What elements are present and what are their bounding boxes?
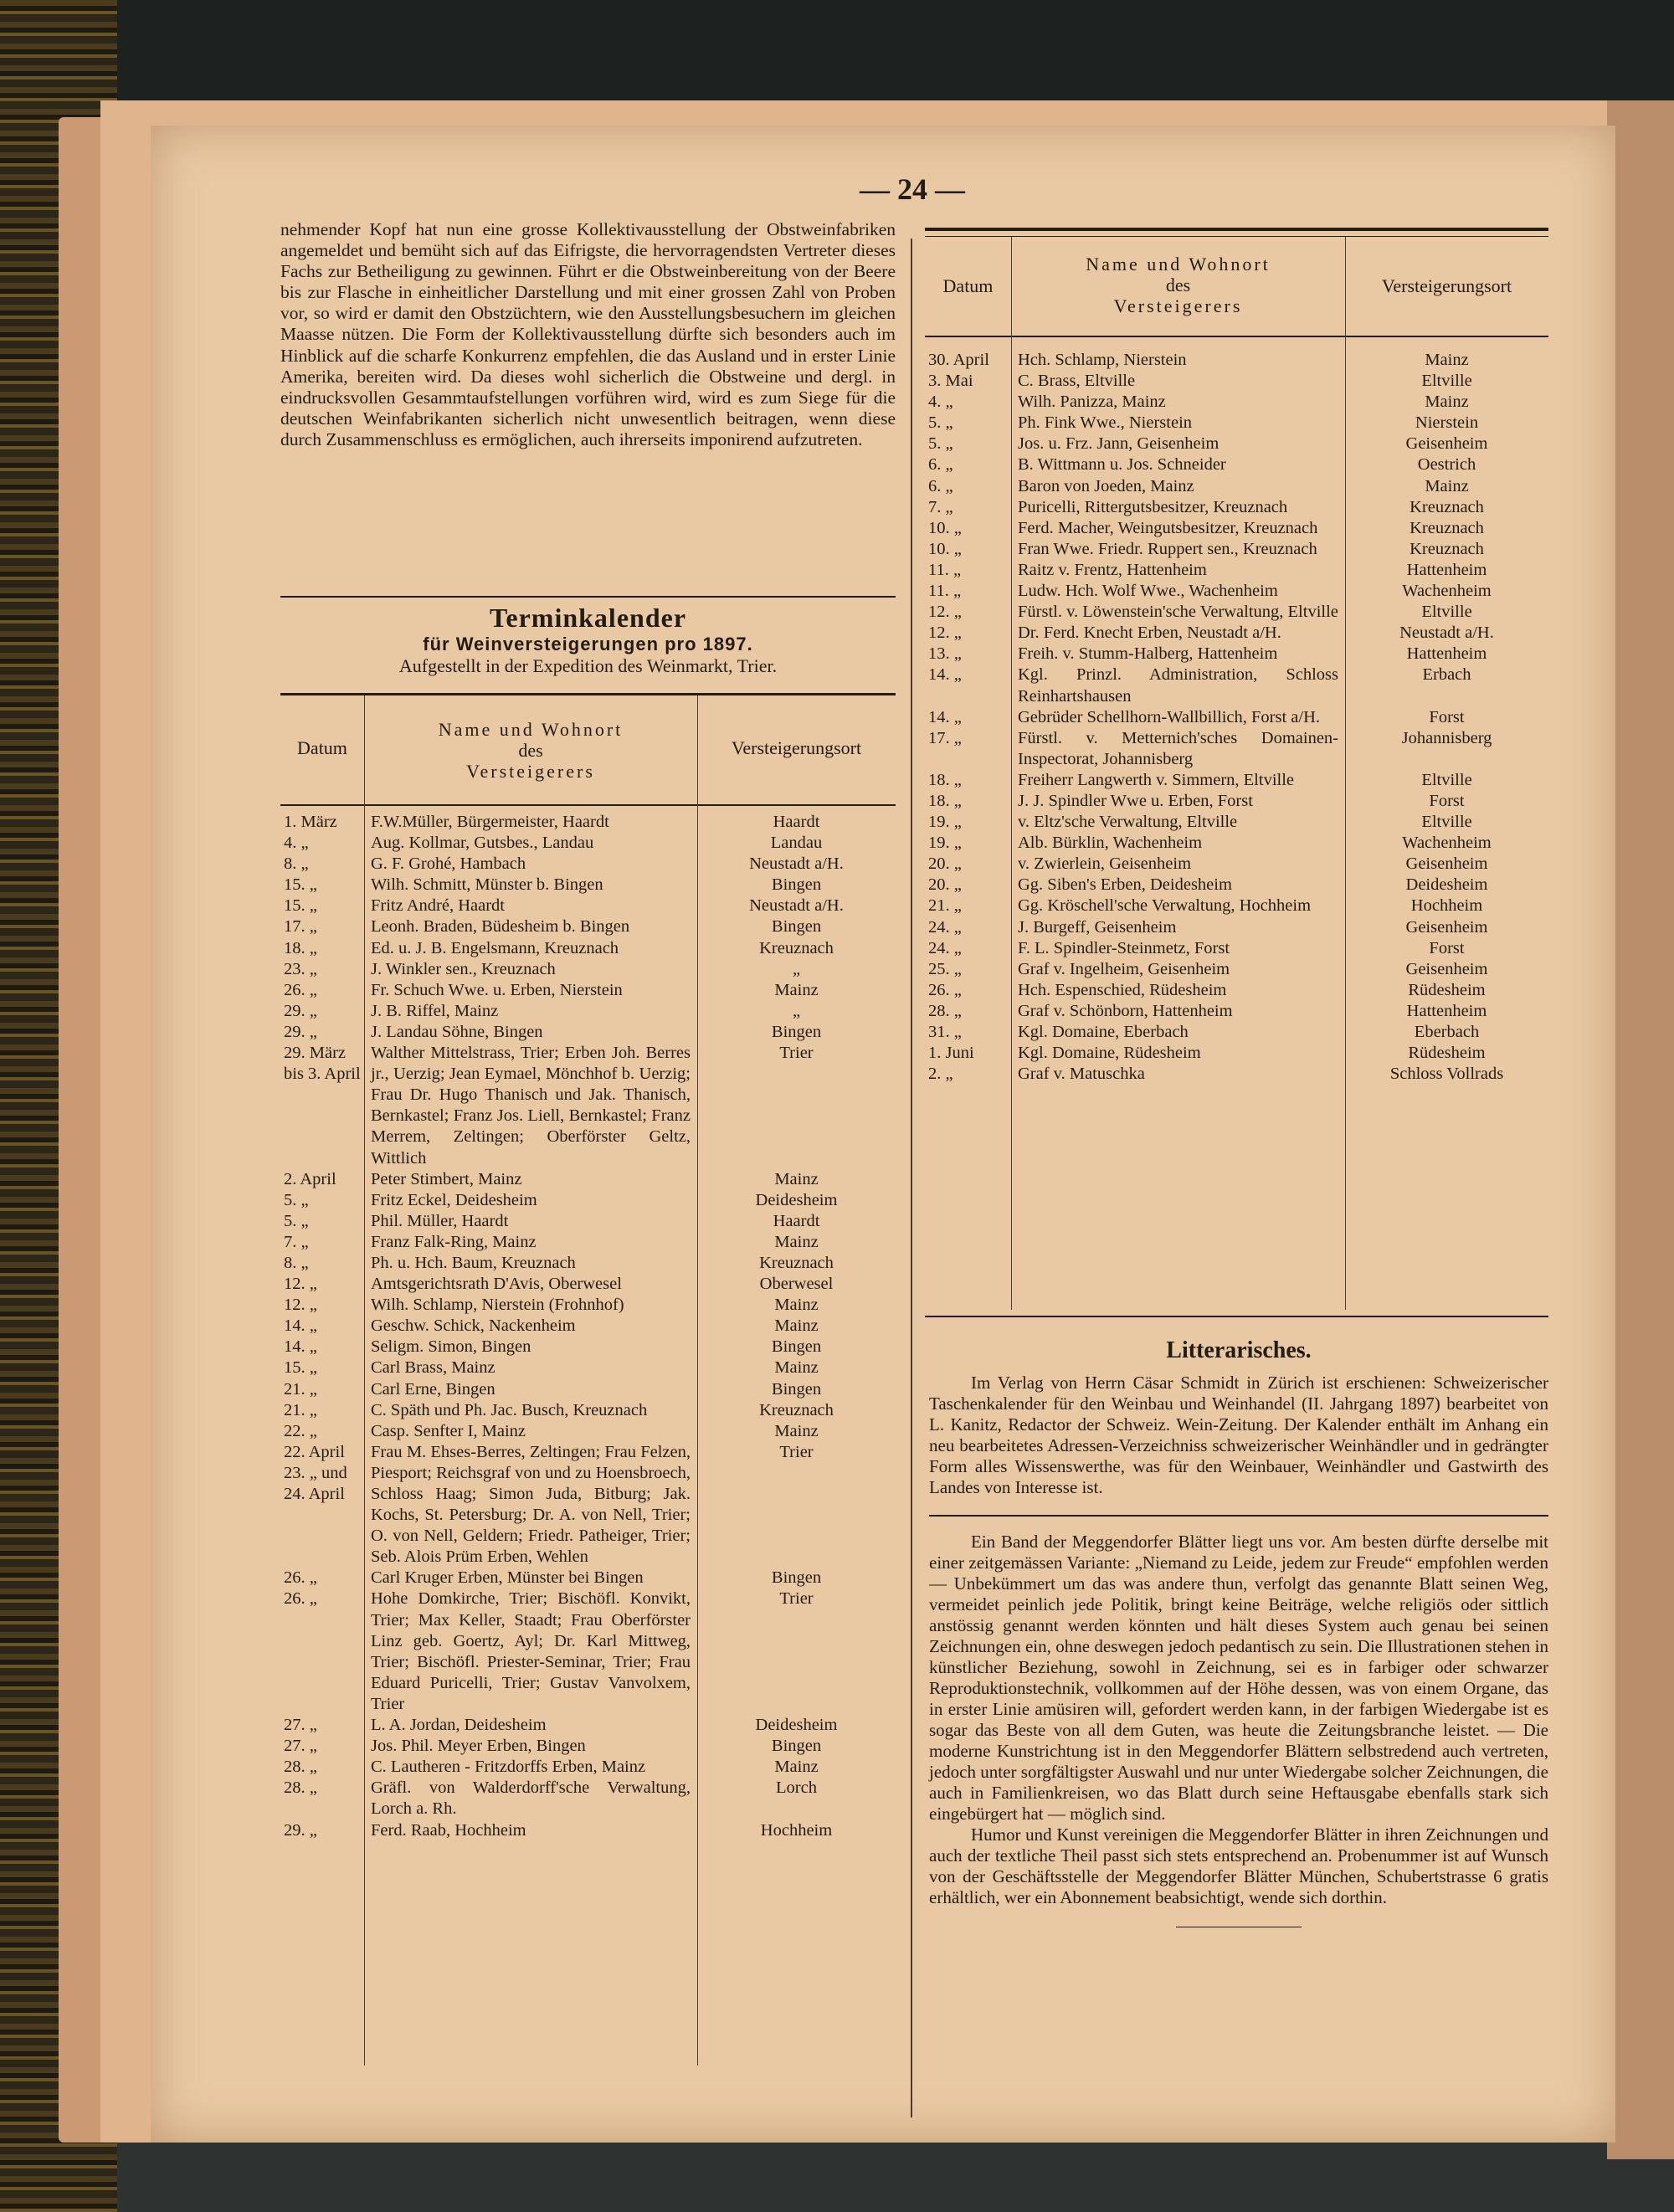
row-date: 13. „ [928,644,962,664]
right-table-header [925,236,1548,337]
calendar-row [280,1295,896,1316]
header-name-1: Name und Wohnort [1086,254,1271,275]
row-place: Kreuznach [759,1400,834,1419]
row-place: Bingen [771,1022,822,1041]
row-place: Deidesheim [755,1190,838,1209]
calendar-row [925,1001,1548,1022]
calendar-row [925,1043,1548,1064]
calendar-row [280,1778,896,1819]
row-place: Neustadt a/H. [1399,624,1494,643]
row-date: 1. Juni [928,1044,974,1063]
row-name: Carl Kruger Erben, Münster bei Bingen [371,1568,644,1588]
calendar-heading [280,603,896,677]
row-date: 27. „ [284,1737,317,1756]
row-place: Haardt [773,1211,820,1230]
row-date: 15. „ [284,1358,317,1378]
literature-rule [929,1515,1548,1517]
row-place: Hochheim [1410,896,1483,916]
calendar-row [925,413,1548,434]
calendar-row [925,854,1548,875]
calendar-row [925,665,1548,706]
row-place: Mainz [1425,351,1469,369]
row-place: Schloss Vollrads [1389,1065,1504,1084]
row-place: Forst [1429,938,1465,957]
row-date: 20. „ [928,875,962,895]
row-name: Casp. Senfter I, Mainz [371,1421,526,1440]
calendar-row [280,959,896,980]
row-place: Eltville [1421,770,1472,789]
row-place: Mainz [774,980,819,999]
calendar-row [925,518,1548,539]
row-name: Kgl. Domaine, Rüdesheim [1018,1044,1201,1063]
row-date: 7. „ [284,1232,309,1251]
calendar-row [280,1757,896,1778]
calendar-row [280,875,896,896]
row-place: Hattenheim [1406,560,1487,579]
row-name: Freih. v. Stumm-Halberg, Hattenheim [1018,644,1278,664]
row-name: Jos. u. Frz. Jann, Geisenheim [1018,434,1220,454]
row-date: 14. „ [284,1316,317,1336]
row-date: 14. „ [284,1337,317,1357]
row-name: G. F. Grohé, Hambach [371,855,526,874]
row-name: C. Lautheren - Fritzdorffs Erben, Mainz [371,1758,646,1777]
row-place: Mainz [774,1169,819,1188]
calendar-row [280,1274,896,1295]
header-place: Versteigerungsort [731,737,862,758]
row-place: Forst [1429,707,1465,726]
calendar-row [925,959,1548,980]
row-date: 12. „ [928,603,962,622]
row-name: J. J. Spindler Wwe u. Erben, Forst [1018,791,1253,810]
row-date: 25. „ [928,959,962,978]
row-name: Ph. u. Hch. Baum, Kreuznach [371,1253,576,1272]
calendar-row [280,1253,896,1274]
row-date: 4. „ [284,834,309,853]
literature-paragraph-3: Humor und Kunst vereinigen die Meggendorfer Blätter in ihren Zeichnungen und auch der textliche Theil passt sich stets entsprechend an. Probenummer ist auf Wunsch von der Geschäftsstelle der Meggendorfer Blätter München, Schubertstrasse 6 gratis erhältlich, wer ein Abonnement beabsichtigt, wende sich dorthin. [929,1825,1548,1907]
row-place: Oberwesel [759,1275,834,1294]
row-name: F.W.Müller, Bürgermeister, Haardt [371,813,609,831]
row-date: 23. „ [284,959,317,978]
row-place: Geisenheim [1405,434,1488,454]
cover-top-edge [92,0,1674,100]
row-date: 3. Mai [928,372,973,391]
calendar-row [280,1736,896,1757]
row-place: Eltville [1421,372,1472,391]
calendar-row [280,1357,896,1378]
row-date: 24. „ [928,938,962,957]
header-place: Versteigerungsort [1381,275,1512,296]
row-date: 5. „ [284,1190,309,1209]
literature-section [929,1337,1548,1927]
header-name-2: des [518,740,543,761]
right-top-rule [925,228,1548,231]
row-name: Kgl. Prinzl. Administration, Schloss Reinhartshausen [1018,665,1338,706]
calendar-row [280,1588,896,1715]
row-place: „ [792,1001,801,1020]
row-name: C. Späth und Ph. Jac. Busch, Kreuznach [371,1400,648,1419]
row-place: „ [792,959,801,978]
row-place: Bingen [771,1337,822,1357]
row-name: Hch. Schlamp, Nierstein [1018,351,1187,369]
calendar-row [925,497,1548,518]
row-name: Ph. Fink Wwe., Nierstein [1018,413,1193,433]
row-date: 4. „ [928,393,953,412]
row-place: Landau [770,834,823,853]
row-date: 21. „ [284,1379,317,1399]
row-name: F. L. Spindler-Steinmetz, Forst [1018,938,1230,957]
row-place: Deidesheim [755,1716,838,1735]
calendar-row [280,1001,896,1022]
calendar-row [280,1211,896,1232]
row-date: 17. „ [284,917,317,937]
calendar-row [925,812,1548,833]
calendar-row [280,854,896,875]
row-name: Ed. u. J. B. Engelsmann, Kreuznach [371,938,619,957]
row-name: v. Eltz'sche Verwaltung, Eltville [1018,813,1238,832]
row-place: Kreuznach [1410,539,1484,558]
calendar-row [280,1043,896,1169]
literature-paragraph-1: Im Verlag von Herrn Cäsar Schmidt in Zürich ist erschienen: Schweizerischer Taschenkalender für den Weinbau und Weinhandel (II. Jahrgang 1897) bearbeitet von L. Kanitz, Redactor der Schweiz. Wein-Zeitung. Der Kalender enthält im Anhang ein neu bearbeitetes Adressen-Verzeichniss schweizerischer Weinhändler und in gedrängter Form alles Wissenswerthe, was für den Weinbauer, Weinhändler und Gastwirth des Landes von Interesse ist. [929,1373,1548,1497]
row-name: Graf v. Matuschka [1018,1065,1145,1084]
row-date: 15. „ [284,875,317,895]
row-name: J. Winkler sen., Kreuznach [371,959,556,978]
row-name: Peter Stimbert, Mainz [371,1169,522,1188]
row-date: 22. „ [284,1421,317,1440]
row-date: 30. April [928,351,989,369]
row-place: Geisenheim [1405,959,1488,978]
row-name: Kgl. Domaine, Eberbach [1018,1023,1189,1041]
calendar-row [925,371,1548,392]
row-place: Rüdesheim [1408,980,1486,999]
row-place: Haardt [773,813,820,831]
row-place: Deidesheim [1405,875,1488,895]
row-date: 26. „ [928,980,962,999]
row-date: 17. „ [928,728,962,747]
calendar-title: Terminkalender [489,603,687,633]
row-name: Aug. Kollmar, Gutsbes., Landau [371,834,594,853]
calendar-compiled-note: Aufgestellt in der Expedition des Weinmarkt, Trier. [398,655,778,676]
row-date: 19. „ [928,834,962,853]
row-place: Forst [1429,791,1465,810]
row-date: 29. „ [284,1820,317,1840]
calendar-row [925,1022,1548,1043]
row-date: 6. „ [928,476,953,495]
row-place: Kreuznach [759,1253,834,1272]
header-date: Datum [942,275,994,296]
right-calendar-table [925,350,1548,1085]
row-name: C. Brass, Eltville [1018,372,1136,391]
calendar-row [925,434,1548,454]
row-name: Raitz v. Frentz, Hattenheim [1018,560,1207,579]
row-name: J. Landau Söhne, Bingen [371,1022,543,1041]
calendar-row [925,791,1548,812]
row-place: Mainz [1425,476,1469,495]
row-name: Baron von Joeden, Mainz [1018,476,1194,495]
row-name: v. Zwierlein, Geisenheim [1018,855,1192,874]
row-place: Hattenheim [1406,1001,1487,1020]
calendar-row [280,1421,896,1442]
row-place: Trier [779,1589,814,1609]
row-place: Lorch [776,1778,817,1798]
row-date: 10. „ [928,518,962,537]
literature-title: Litterarisches. [1166,1337,1312,1363]
row-name: Graf v. Schönborn, Hattenheim [1018,1001,1233,1020]
row-date: 12. „ [284,1275,317,1294]
row-place: Trier [779,1442,814,1461]
row-name: Hch. Espenschied, Rüdesheim [1018,980,1227,999]
calendar-row [925,581,1548,602]
row-name: Puricelli, Rittergutsbesitzer, Kreuznach [1018,497,1288,516]
calendar-row [280,1442,896,1568]
calendar-row [925,602,1548,623]
calendar-subtitle: für Weinversteigerungen pro 1897. [423,634,753,654]
intro-paragraph: nehmender Kopf hat nun eine grosse Kollektivausstellung der Obstweinfabriken angemeldet und bemüht sich auf das Eifrigste, die hervorragendsten Vertreter dieses Fachs zur Betheiligung zu gewinnen. Führt er die Obstweinbereitung von der Beere bis zur Flasche in einheitlicher Darstellung und mit einer grossen Zahl von Proben vor, so wird er damit den Obstzüchtern, wie den Ausstellungsbesuchern im gleichen Maasse nützen. Die Form der Kollektivausstellung dürfte sich besonders auch im Hinblick auf die scharfe Konkurrenz empfehlen, die das Ausland und in erster Linie Amerika, bereiten wird. Da dieses wohl sicherlich die Obstweine und dergl. in eindrucksvollen Gesammtaufstellungen vorführen wird, wird es zum Siege für die deutschen Weinfabrikanten sicherlich nicht unwesentlich beitragen, wenn diese durch Zusammenschluss es ermöglichen, auch ihrerseits imponirend aufzutreten. [280,219,896,449]
row-place: Kreuznach [1410,497,1484,516]
row-name: Gg. Kröschell'sche Verwaltung, Hochheim [1018,896,1312,916]
row-date: 5. „ [284,1211,309,1230]
row-place: Geisenheim [1405,855,1488,874]
row-date: 29. „ [284,1001,317,1020]
calendar-row [925,623,1548,644]
row-date: 10. „ [928,539,962,558]
row-name: Walther Mittelstrass, Trier; Erben Joh. Berres jr., Uerzig; Jean Eymael, Mönchhof b. Uerzig; Frau Dr. Hugo Thanisch und Jak. Thanisch, Bernkastel; Franz Jos. Liell, Bernkastel; Franz Merrem, Zeltingen; Oberförster Geltz, Wittlich [371,1044,691,1168]
row-name: Ferd. Macher, Weingutsbesitzer, Kreuznach [1018,518,1318,537]
row-place: Mainz [774,1758,819,1777]
row-date: 21. „ [928,896,962,916]
row-name: Seligm. Simon, Bingen [371,1337,531,1357]
literature-paragraph-2: Ein Band der Meggendorfer Blätter liegt uns vor. Am besten dürfte derselbe mit einer zeitgemässen Variante: „Niemand zu Leide, jedem zur Freude“ empfohlen werden — Unbekümmert um das was andere thun, verfolgt das genannte Blatt seinen Weg, vermeidet peinlich jede Politik, bringt keine Beiträge, welche religiös oder sittlich anstössig genannt werden könnten und hält dieses System auch genau bei seinen Zeichnungen ein, ohne deswegen jedoch pedantisch zu sein. Die Illustrationen stehen in künstlicher Beziehung, sowohl in Zeichnung, sei es in farbiger oder schwarzer Reproduktionstechnik, vollkommen auf der Höhe dessen, was von einem Organe, das in erster Linie amüsiren will, gefordert werden kann, in der farbigen Wiedergabe ist es sogar das Beste von all dem Guten, was heute die Zeitungsbranche leistet. — Die moderne Kunstrichtung ist in den Meggendorfer Blättern selbstredend auch vertreten, jedoch unter sorgfältigster Auswahl und nur unter Wiedergabe solcher Zeichnungen, die auch in Familienkreisen, wo das Blatt durch seine Heftausgabe ebenfalls stark sich eingebürgert hat — möglich sind. [929,1532,1548,1824]
header-name-2: des [1165,275,1191,295]
row-name: Leonh. Braden, Büdesheim b. Bingen [371,917,630,937]
row-name: J. Burgeff, Geisenheim [1018,917,1177,937]
row-name: L. A. Jordan, Deidesheim [371,1716,547,1735]
calendar-row [280,1022,896,1043]
row-place: Geisenheim [1405,917,1488,937]
calendar-row [280,938,896,959]
row-date: 2. April [284,1169,336,1188]
row-date: 24. „ [928,917,962,937]
row-place: Oestrich [1417,455,1476,475]
row-name: Franz Falk-Ring, Mainz [371,1232,537,1251]
calendar-row [925,476,1548,497]
row-name: Freiherr Langwerth v. Simmern, Eltville [1018,770,1295,789]
calendar-row [280,980,896,1001]
header-name-3: Versteigerers [1113,295,1243,316]
header-date: Datum [297,737,347,758]
row-date: 11. „ [928,582,962,601]
row-name: Gräfl. von Walderdorff'sche Verwaltung, Lorch a. Rh. [371,1778,691,1819]
left-column [280,219,896,450]
calendar-row [925,770,1548,791]
row-date: 21. „ [284,1400,317,1419]
calendar-row [280,896,896,916]
row-place: Mainz [774,1296,819,1315]
calendar-row [925,938,1548,959]
row-date: 8. „ [284,855,309,874]
calendar-row [925,875,1548,896]
calendar-row [925,980,1548,1001]
row-place: Bingen [771,1379,822,1399]
calendar-row [925,833,1548,854]
row-date: 5. „ [928,413,953,433]
row-name: Gg. Siben's Erben, Deidesheim [1018,875,1232,895]
row-place: Neustadt a/H. [749,896,844,916]
row-name: Geschw. Schick, Nackenheim [371,1316,576,1336]
row-place: Mainz [774,1358,819,1378]
row-name: Ferd. Raab, Hochheim [371,1820,526,1840]
column-divider [911,239,912,2117]
row-date: 18. „ [928,791,962,810]
calendar-row [280,1190,896,1211]
calendar-row [925,454,1548,475]
row-name: Fürstl. v. Löwenstein'sche Verwaltung, Eltville [1018,603,1338,622]
row-date: 12. „ [928,624,962,643]
calendar-row [280,1379,896,1400]
calendar-row [280,1337,896,1357]
row-date: 1. März [284,813,337,831]
row-place: Johannisberg [1401,728,1492,747]
row-date: 28. „ [928,1001,962,1020]
right-table-body [925,350,1548,1085]
row-place: Eltville [1421,813,1472,832]
row-date: 29. „ [284,1022,317,1041]
calendar-row [280,1568,896,1588]
table-end-rule [925,1316,1548,1317]
header-name-3: Versteigerers [466,761,595,782]
left-table-body [280,812,896,1841]
row-date: 19. „ [928,813,962,832]
row-name: Carl Erne, Bingen [371,1379,496,1399]
row-name: Gebrüder Schellhorn-Wallbillich, Forst a/H. [1018,707,1321,726]
row-place: Eltville [1421,603,1472,622]
row-place: Mainz [774,1316,819,1336]
calendar-row [280,833,896,854]
row-place: Wachenheim [1402,582,1492,601]
row-date: 27. „ [284,1716,317,1735]
row-date: 14. „ [928,665,962,685]
row-date: 26. „ [284,1589,317,1609]
row-place: Bingen [771,917,822,937]
row-name: Wilh. Schlamp, Nierstein (Frohnhof) [371,1296,624,1315]
row-name: Fran Wwe. Friedr. Ruppert sen., Kreuznach [1018,539,1317,558]
row-date: 31. „ [928,1023,962,1041]
row-place: Hochheim [760,1820,833,1840]
row-date: 5. „ [928,434,953,454]
calendar-row [925,350,1548,371]
row-date: 26. „ [284,1568,317,1588]
row-place: Nierstein [1415,413,1479,433]
row-name: Alb. Bürklin, Wachenheim [1018,834,1203,853]
row-date: 11. „ [928,560,962,579]
row-name: Hohe Domkirche, Trier; Bischöfl. Konvikt, Trier; Max Keller, Staadt; Frau Oberförster Linz geb. Goertz, Ayl; Dr. Karl Mittweg, Trier; Bischöfl. Priester-Seminar, Trier; Frau Eduard Puricelli, Trier; Gustav Vanvolxem, Trier [371,1589,691,1713]
row-date: 28. „ [284,1778,317,1798]
row-date: 2. „ [928,1065,953,1084]
row-name: Fr. Schuch Wwe. u. Erben, Nierstein [371,980,623,999]
calendar-row [925,392,1548,413]
row-date: 12. „ [284,1296,317,1315]
row-name: Wilh. Panizza, Mainz [1018,393,1166,412]
calendar-row [280,812,896,833]
row-place: Kreuznach [759,938,834,957]
row-date: 8. „ [284,1253,309,1272]
calendar-row [925,728,1548,770]
row-place: Hattenheim [1406,644,1487,664]
row-name: J. B. Riffel, Mainz [371,1001,499,1020]
row-date: 7. „ [928,497,953,516]
row-name: Amtsgerichtsrath D'Avis, Oberwesel [371,1275,622,1294]
row-name: Fritz Eckel, Deidesheim [371,1190,537,1209]
row-place: Wachenheim [1402,834,1492,853]
intro-rule [280,596,896,598]
row-place: Neustadt a/H. [749,855,844,874]
row-place: Eberbach [1414,1023,1480,1041]
row-date: 6. „ [928,455,953,475]
row-place: Mainz [774,1421,819,1440]
calendar-row [925,1064,1548,1085]
calendar-row [280,1400,896,1421]
calendar-row [925,917,1548,938]
calendar-row [280,1715,896,1736]
header-name-1: Name und Wohnort [438,719,624,740]
row-date: 14. „ [928,707,962,726]
row-place: Bingen [771,1737,822,1756]
row-date: 18. „ [928,770,962,789]
row-place: Bingen [771,875,822,895]
row-name: Fritz André, Haardt [371,896,505,916]
row-date: 20. „ [928,855,962,874]
row-place: Rüdesheim [1408,1044,1486,1063]
row-date: 26. „ [284,980,317,999]
calendar-row [280,1316,896,1337]
calendar-row [925,896,1548,916]
row-name: Dr. Ferd. Knecht Erben, Neustadt a/H. [1018,624,1281,643]
calendar-row [280,1232,896,1253]
row-place: Trier [779,1044,814,1063]
row-place: Erbach [1422,665,1471,685]
row-date: 22. April 23. „ und 24. April [284,1442,347,1503]
left-calendar-table [280,812,896,1841]
row-name: Carl Brass, Mainz [371,1358,496,1378]
calendar-row [280,916,896,937]
calendar-row [280,1820,896,1841]
row-place: Bingen [771,1568,822,1588]
left-table-header [280,693,896,806]
row-name: Graf v. Ingelheim, Geisenheim [1018,959,1230,978]
row-place: Mainz [1425,393,1469,412]
page-gutter [1607,100,1674,2159]
calendar-row [925,707,1548,728]
row-date: 29. März bis 3. April [284,1044,361,1084]
row-name: Frau M. Ehses-Berres, Zeltingen; Frau Felzen, Piesport; Reichsgraf von und zu Hoensbroech, Schloss Haag; Simon Juda, Bitburg; Jak. Kochs, St. Petersburg; Dr. A. von Nell, Trier; O. von Nell, Geldern; Friedr. Patheiger, Trier; Seb. Alois Prüm Erben, Wehlen [371,1442,691,1567]
row-date: 18. „ [284,938,317,957]
row-name: Phil. Müller, Haardt [371,1211,509,1230]
row-date: 28. „ [284,1758,317,1777]
row-place: Mainz [774,1232,819,1251]
calendar-row [925,644,1548,665]
row-name: Wilh. Schmitt, Münster b. Bingen [371,875,603,895]
row-name: Jos. Phil. Meyer Erben, Bingen [371,1737,586,1756]
row-place: Kreuznach [1410,518,1484,537]
page-number: — 24 — [860,172,965,206]
row-name: B. Wittmann u. Jos. Schneider [1018,455,1226,475]
calendar-row [925,560,1548,581]
calendar-row [280,1169,896,1190]
calendar-row [925,539,1548,560]
row-name: Ludw. Hch. Wolf Wwe., Wachenheim [1018,582,1278,601]
row-date: 15. „ [284,896,317,916]
row-name: Fürstl. v. Metternich'sches Domainen-Inspectorat, Johannisberg [1018,728,1338,768]
